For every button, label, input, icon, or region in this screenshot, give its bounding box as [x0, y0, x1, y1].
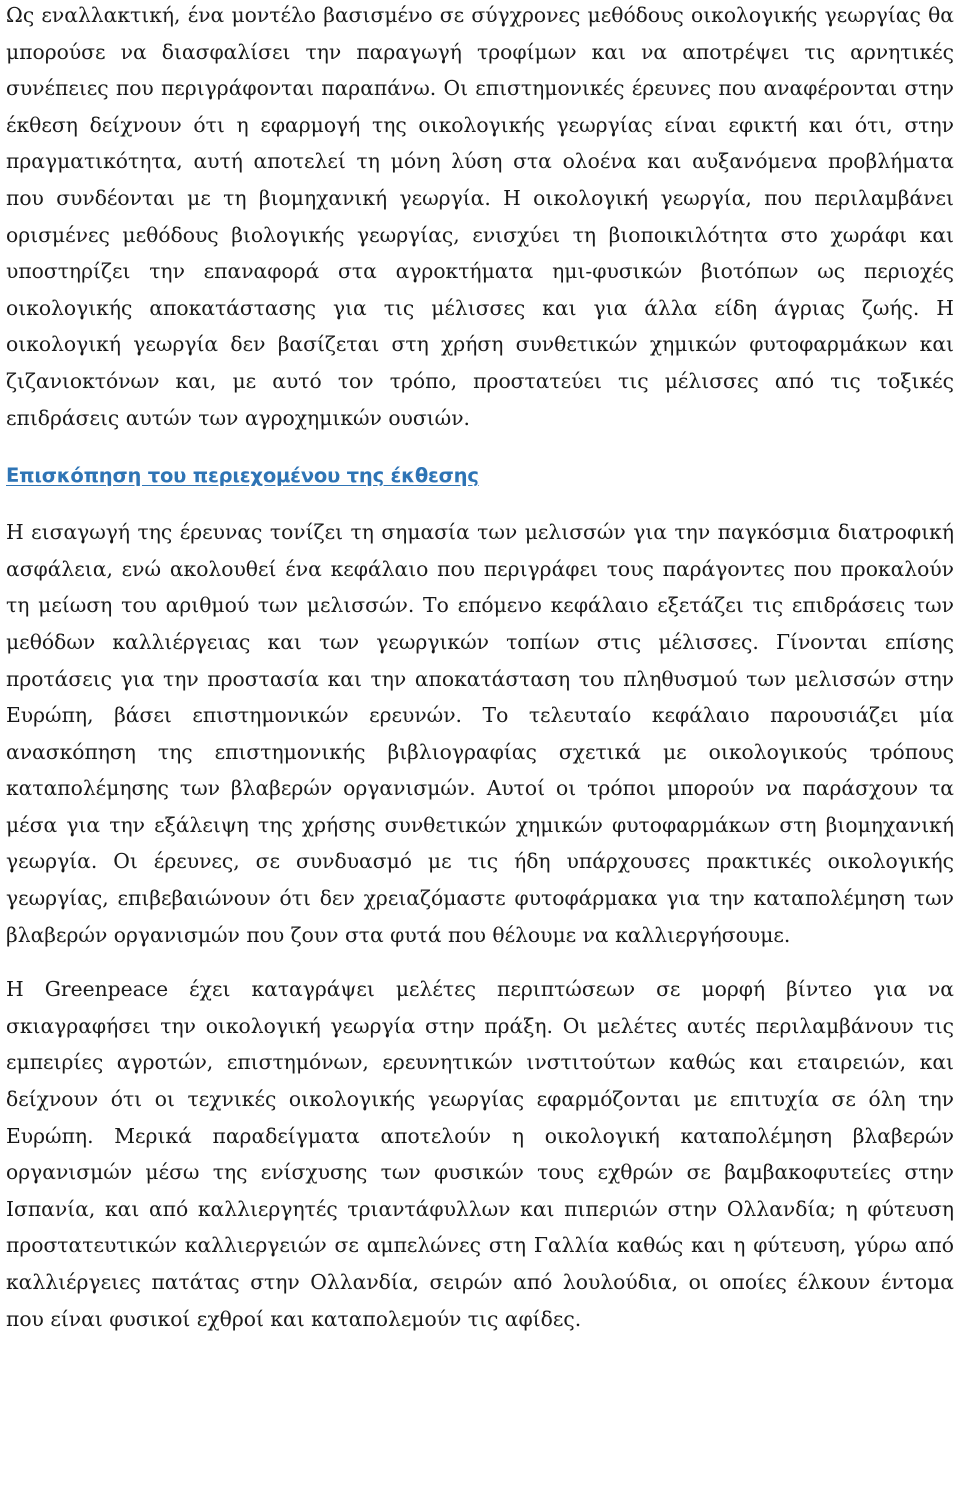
- document-page: [6, 0, 954, 1337]
- paragraph-greenpeace-case-studies: Η Greenpeace έχει καταγράψει μελέτες περιπτώσεων σε μορφή βίντεο για να σκιαγραφήσει την οικολογική γεωργία στην πράξη. Οι μελέτες αυτές περιλαμβάνουν τις εμπειρίες αγροτών, επιστημόνων, ερευνητικών ινστιτούτων καθώς και εταιρειών, και δείχνουν ότι οι τεχνικές οικολογικής γεωργίας εφαρμόζονται με επιτυχία σε όλη την Ευρώπη. Μερικά παραδείγματα αποτελούν η οικολογική καταπολέμηση βλαβερών οργανισμών μέσω της ενίσχυσης των φυσικών τους εχθρών σε βαμβακοφυτείες στην Ισπανία, και από καλλιεργητές τριαντάφυλλων και πιπεριών στην Ολλανδία; η φύτευση προστατευτικών καλλιεργειών σε αμπελώνες στη Γαλλία καθώς και η φύτευση, γύρω από καλλιέργειες πατάτας στην Ολλανδία, σειρών από λουλούδια, οι οποίες έλκουν έντομα που είναι φυσικοί εχθροί και καταπολεμούν τις αφίδες.: [6, 977, 954, 1331]
- paragraph-report-contents: Η εισαγωγή της έρευνας τονίζει τη σημασία των μελισσών για την παγκόσμια διατροφική ασφάλεια, ενώ ακολουθεί ένα κεφάλαιο που περιγράφει τους παράγοντες που προκαλούν τη μείωση του αριθμού των μελισσών. Το επόμενο κεφάλαιο εξετάζει τις επιδράσεις των μεθόδων καλλιέργειας και των γεωργικών τοπίων στις μέλισσες. Γίνονται επίσης προτάσεις για την προστασία και την αποκατάσταση του πληθυσμού των μελισσών στην Ευρώπη, βάσει επιστημονικών ερευνών. Το τελευταίο κεφάλαιο παρουσιάζει μία ανασκόπηση της επιστημονικής βιβλιογραφίας σχετικά με οικολογικούς τρόπους καταπολέμησης των βλαβερών οργανισμών. Αυτοί οι τρόποι μπορούν να παράσχουν τα μέσα για την εξάλειψη της χρήσης συνθετικών χημικών φυτοφαρμάκων στη βιομηχανική γεωργία. Οι έρευνες, σε συνδυασμό με τις ήδη υπάρχουσες πρακτικές οικολογικής γεωργίας, επιβεβαιώνουν ότι δεν χρειαζόμαστε φυτοφάρμακα για την καταπολέμηση των βλαβερών οργανισμών που ζουν στα φυτά που θέλουμε να καλλιεργήσουμε.: [6, 520, 954, 947]
- section-heading-report-overview: Επισκόπηση του περιεχομένου της έκθεσης: [6, 464, 479, 488]
- paragraph-ecological-farming-alternative: Ως εναλλακτική, ένα μοντέλο βασισμένο σε σύγχρονες μεθόδους οικολογικής γεωργίας θα μπορούσε να διασφαλίσει την παραγωγή τροφίμων και να αποτρέψει τις αρνητικές συνέπειες που περιγράφονται παραπάνω. Οι επιστημονικές έρευνες που αναφέρονται στην έκθεση δείχνουν ότι η εφαρμογή της οικολογικής γεωργίας είναι εφικτή και ότι, στην πραγματικότητα, αυτή αποτελεί τη μόνη λύση στα ολοένα και αυξανόμενα προβλήματα που συνδέονται με τη βιομηχανική γεωργία. Η οικολογική γεωργία, που περιλαμβάνει ορισμένες μεθόδους βιολογικής γεωργίας, ενισχύει τη βιοποικιλότητα στο χωράφι και υποστηρίζει την επαναφορά στα αγροκτήματα ημι-φυσικών βιοτόπων ως περιοχές οικολογικής αποκατάστασης για τις μέλισσες και για άλλα είδη άγριας ζωής. Η οικολογική γεωργία δεν βασίζεται στη χρήση συνθετικών χημικών φυτοφαρμάκων και ζιζανιοκτόνων και, με αυτό τον τρόπο, προστατεύει τις μέλισσες από τις τοξικές επιδράσεις αυτών των αγροχημικών ουσιών.: [6, 3, 954, 430]
